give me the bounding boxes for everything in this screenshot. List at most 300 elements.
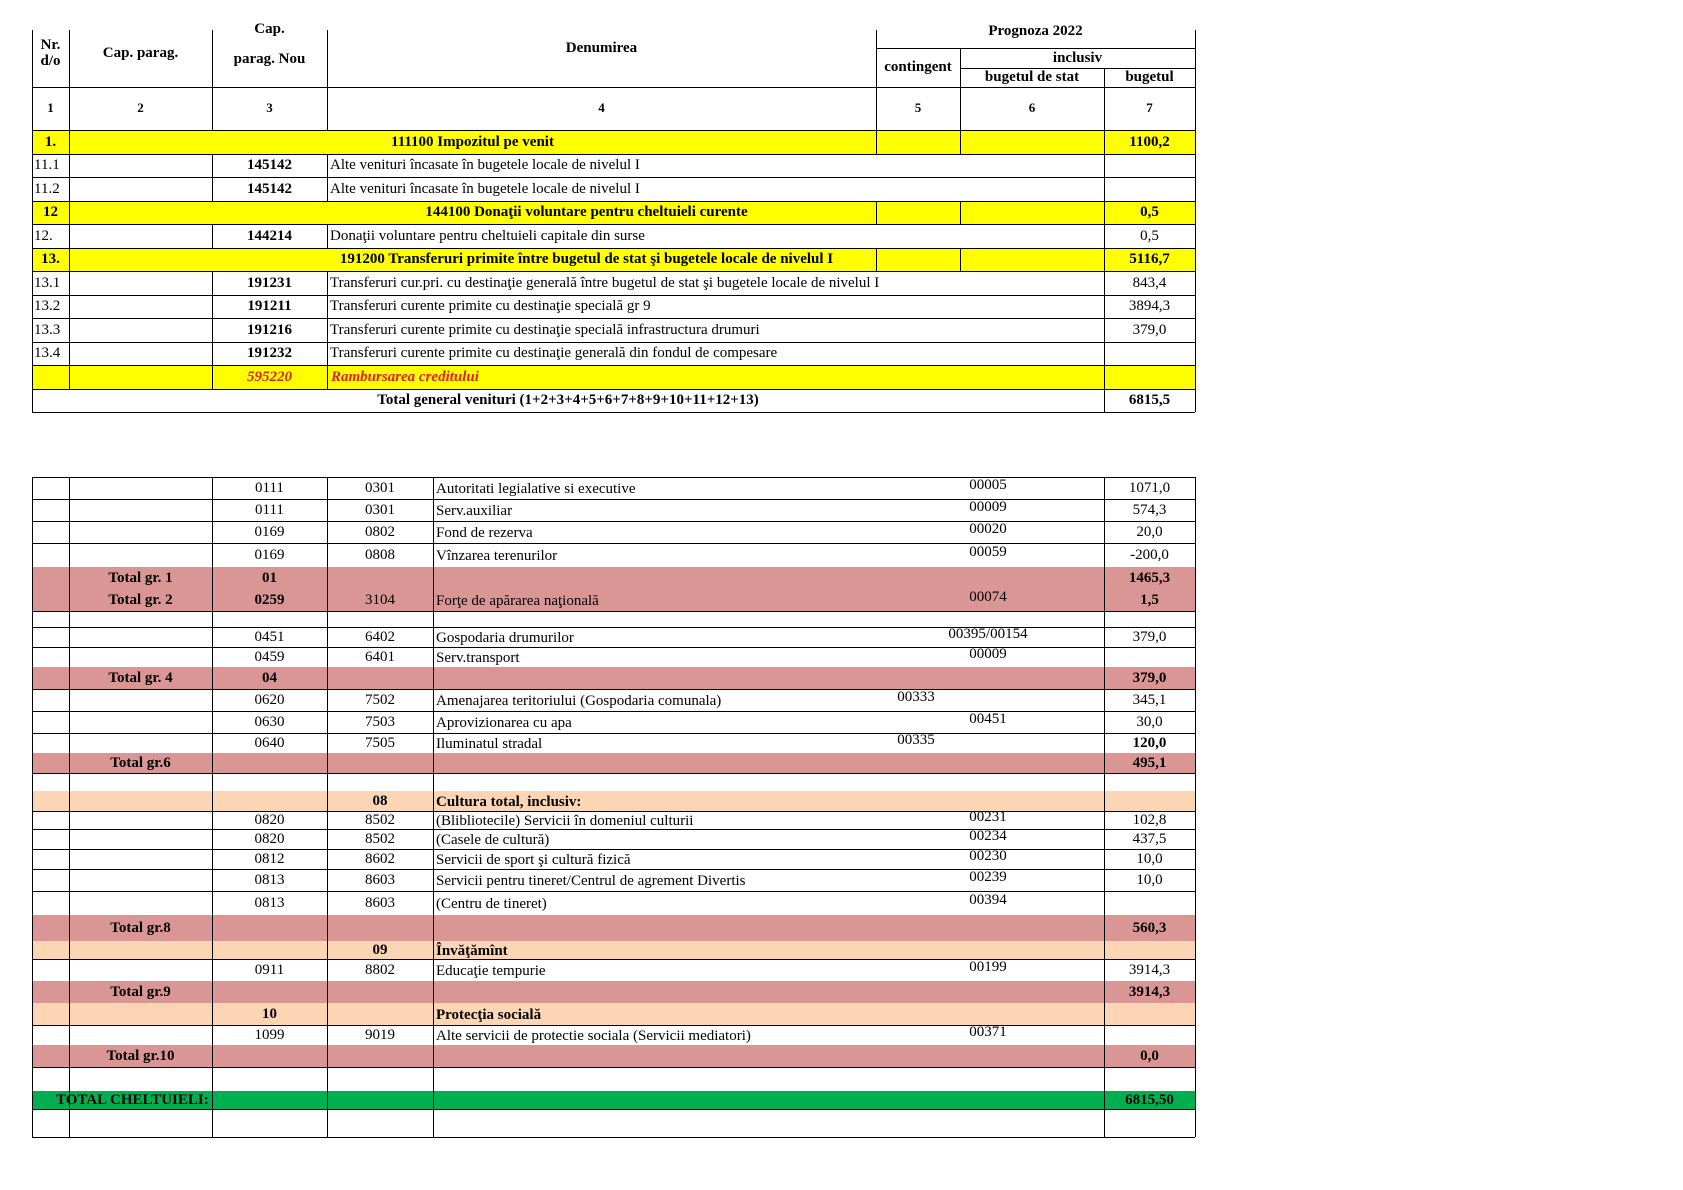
expense-name: (Casele de cultură) — [436, 831, 550, 848]
group-total-label: Total gr. 2 — [108, 591, 173, 608]
row-code: 191231 — [247, 274, 292, 291]
grid-line — [32, 753, 33, 773]
institution-code: 00395/00154 — [948, 625, 1028, 642]
grid-line — [32, 941, 33, 959]
expense-value: 102,8 — [1132, 811, 1167, 828]
grid-line — [433, 1109, 434, 1137]
expense-name: Servicii de sport şi cultură fizică — [436, 851, 631, 868]
header-prognoza: Prognoza 2022 — [988, 22, 1083, 39]
grid-line — [32, 869, 33, 891]
grid-line — [32, 689, 33, 711]
grid-line — [1195, 177, 1196, 201]
grid-line — [1195, 224, 1196, 248]
expense-value: 379,0 — [1132, 628, 1167, 645]
institution-code: 00335 — [897, 731, 935, 748]
grid-line — [433, 959, 434, 981]
grid-line — [32, 981, 33, 1003]
grid-line — [1195, 389, 1196, 413]
paragraph-code: 7505 — [365, 734, 395, 751]
grid-line — [1195, 773, 1196, 791]
grid-line — [32, 295, 33, 319]
grid-line — [32, 1067, 33, 1091]
grid-line — [32, 849, 33, 869]
grid-line — [433, 1091, 434, 1109]
grid-line — [212, 611, 213, 627]
institution-code: 00009 — [969, 645, 1007, 662]
expense-name: Vînzarea terenurilor — [436, 547, 558, 564]
paragraph-code: 3104 — [365, 591, 395, 608]
expense-value: 6815,50 — [1125, 1091, 1174, 1108]
grid-line — [960, 130, 961, 154]
grid-line — [1195, 667, 1196, 689]
grid-line — [69, 295, 70, 319]
grid-line — [1104, 1025, 1105, 1045]
institution-code: 00231 — [969, 808, 1007, 825]
grid-line — [69, 849, 70, 869]
paragraph-code: 6402 — [365, 628, 395, 645]
grid-line — [1195, 477, 1196, 499]
institution-code: 00234 — [969, 827, 1007, 844]
grid-line — [327, 271, 328, 295]
grid-line — [433, 1025, 434, 1045]
grid-line — [69, 941, 70, 959]
paragraph-code: 8502 — [365, 830, 395, 847]
grid-line — [1195, 1109, 1196, 1137]
grid-line — [1104, 1067, 1105, 1091]
grid-line — [32, 1091, 33, 1109]
grid-line — [327, 224, 328, 248]
total-revenue-label: Total general venituri (1+2+3+4+5+6+7+8+9+10+11+12+13) — [377, 392, 759, 408]
grid-line — [327, 611, 328, 627]
grid-line — [69, 1067, 70, 1091]
grid-line — [32, 1109, 33, 1137]
row-number: 13. — [41, 251, 60, 267]
grid-line — [327, 1109, 328, 1137]
grid-line — [1195, 627, 1196, 647]
institution-code: 00059 — [969, 543, 1007, 560]
header-inclusiv: inclusiv — [1052, 49, 1103, 66]
expense-name: Gospodaria drumurilor — [436, 629, 574, 646]
paragraph-code: 8502 — [365, 811, 395, 828]
paragraph-code: 8603 — [365, 871, 395, 888]
institution-code: 00199 — [969, 958, 1007, 975]
grid-line — [212, 1067, 213, 1091]
grid-line — [1195, 567, 1196, 589]
row-title: Transferuri cur.pri. cu destinaţie generală între bugetul de stat şi bugetele locale de nivelul I — [330, 274, 880, 291]
grid-line — [32, 154, 33, 178]
grid-line — [1104, 647, 1105, 667]
grid-line — [32, 1025, 33, 1045]
grid-line — [433, 981, 434, 1003]
chapter-code: 0259 — [254, 591, 285, 608]
expense-value: 1,5 — [1140, 591, 1159, 608]
grid-line — [327, 154, 328, 178]
grid-line — [1104, 891, 1105, 915]
grid-line — [69, 365, 70, 389]
column-number: 7 — [1146, 100, 1153, 116]
grid-line — [1195, 130, 1196, 154]
grid-line — [1195, 154, 1196, 178]
row-number: 12 — [43, 204, 58, 220]
group-title: 144100 Donaţii voluntare pentru cheltuieli curente — [425, 204, 748, 220]
row-title: Donaţii voluntare pentru cheltuieli capitale din surse — [330, 227, 645, 244]
grid-line — [32, 271, 33, 295]
grid-line — [32, 1003, 33, 1025]
grid-line — [69, 154, 70, 178]
grid-line — [32, 627, 33, 647]
grid-line — [32, 959, 33, 981]
chapter-code: 0111 — [255, 501, 284, 518]
expense-name: Autoritati legialative si executive — [436, 480, 636, 497]
grid-line — [1195, 271, 1196, 295]
grid-line — [327, 981, 328, 1003]
grid-line — [327, 342, 328, 366]
institution-code: 00394 — [969, 891, 1007, 908]
paragraph-code: 9019 — [365, 1026, 395, 1043]
institution-code: 00451 — [969, 710, 1007, 727]
grid-line — [1195, 521, 1196, 543]
grid-line — [327, 318, 328, 342]
paragraph-code: 7502 — [365, 691, 395, 708]
expense-name: (Centru de tineret) — [436, 895, 547, 912]
grid-line — [433, 915, 434, 941]
grid-line — [433, 477, 434, 499]
grid-line — [69, 891, 70, 915]
grid-line — [1104, 365, 1105, 389]
grid-line — [1195, 365, 1196, 389]
column-number: 1 — [47, 100, 54, 116]
chapter-code: 0640 — [254, 734, 285, 751]
grid-line — [327, 667, 328, 689]
grid-line — [433, 891, 434, 915]
expense-name: Aprovizionarea cu apa — [436, 714, 572, 731]
row-title: Alte venituri încasate în bugetele locale de nivelul I — [330, 180, 640, 197]
grid-line — [1195, 981, 1196, 1003]
grid-line — [1195, 959, 1196, 981]
grid-line — [433, 689, 434, 711]
expense-name: Fond de rezerva — [436, 524, 533, 541]
expense-value: 10,0 — [1136, 871, 1163, 888]
expense-name: Forţe de apărarea naţională — [436, 592, 599, 609]
row-number: 13.4 — [34, 345, 61, 361]
grid-line — [32, 318, 33, 342]
grid-line — [1104, 1109, 1105, 1137]
grid-line — [212, 915, 213, 941]
chapter-code: 01 — [262, 569, 277, 586]
grid-line — [69, 499, 70, 521]
grid-line — [32, 567, 33, 589]
header-denumirea: Denumirea — [565, 39, 638, 56]
row-code: 191211 — [247, 298, 292, 314]
expense-value: -200,0 — [1130, 546, 1169, 563]
grid-line — [69, 627, 70, 647]
grid-line — [69, 647, 70, 667]
row-value: 0,5 — [1140, 227, 1159, 244]
grid-line — [327, 1045, 328, 1067]
chapter-code: 0813 — [254, 871, 285, 888]
grid-line — [1195, 811, 1196, 829]
group-title: 111100 Impozitul pe venit — [391, 133, 554, 150]
grid-line — [433, 811, 434, 829]
paragraph-code: 8602 — [365, 850, 395, 867]
chapter-code: 0169 — [254, 546, 285, 563]
grid-line — [1195, 611, 1196, 627]
grid-line — [433, 773, 434, 791]
grid-line — [69, 543, 70, 567]
grid-line — [32, 647, 33, 667]
row-number: 13.1 — [34, 274, 61, 291]
chapter-code: 0459 — [254, 648, 285, 665]
grid-line — [1195, 1025, 1196, 1045]
institution-code: 00230 — [969, 847, 1007, 864]
institution-code: 00074 — [969, 588, 1007, 605]
paragraph-code: 0301 — [365, 501, 395, 518]
grid-line — [32, 543, 33, 567]
expense-value: 1465,3 — [1128, 569, 1171, 586]
grid-line — [1195, 499, 1196, 521]
column-number: 6 — [1028, 100, 1036, 116]
grid-line — [1195, 869, 1196, 891]
grid-line — [32, 667, 33, 689]
grid-line — [433, 611, 434, 627]
grid-line — [433, 1045, 434, 1067]
chapter-code: 0169 — [254, 523, 285, 540]
grid-line — [69, 829, 70, 849]
grid-line — [32, 773, 33, 791]
chapter-code: 0111 — [255, 479, 284, 496]
grid-line — [32, 412, 1195, 413]
institution-code: 00333 — [897, 688, 935, 705]
paragraph-code: 0802 — [365, 523, 395, 540]
expense-name: Cultura total, inclusiv: — [436, 793, 582, 810]
grid-line — [212, 773, 213, 791]
grid-line — [1195, 829, 1196, 849]
grid-line — [32, 811, 33, 829]
grid-line — [1195, 891, 1196, 915]
grid-line — [69, 271, 70, 295]
grid-line — [1104, 773, 1105, 791]
grid-line — [433, 941, 434, 959]
expense-value: 560,3 — [1132, 919, 1167, 936]
grid-line — [1104, 611, 1105, 627]
grid-line — [32, 891, 33, 915]
grid-line — [32, 1045, 33, 1067]
grid-line — [1104, 941, 1105, 959]
group-total-label: Total gr.6 — [110, 754, 171, 771]
grid-line — [327, 773, 328, 791]
grid-line — [32, 477, 33, 499]
grid-line — [212, 981, 213, 1003]
grid-line — [212, 791, 213, 811]
grid-line — [69, 177, 70, 201]
grid-line — [327, 915, 328, 941]
expense-value: 574,3 — [1132, 501, 1167, 518]
grid-line — [69, 477, 70, 499]
grid-line — [1195, 915, 1196, 941]
row-value — [1104, 342, 1195, 366]
row-code: 144214 — [247, 227, 292, 244]
grid-line — [69, 733, 70, 753]
chapter-code: 04 — [262, 669, 277, 686]
grid-line — [69, 689, 70, 711]
row-value: 3894,3 — [1128, 298, 1171, 314]
row-number: 11.1 — [34, 157, 60, 173]
grid-line — [433, 849, 434, 869]
institution-code: 00005 — [969, 476, 1007, 493]
group-total-label: Total gr.10 — [106, 1047, 175, 1064]
grid-line — [32, 589, 33, 611]
row-value — [1104, 177, 1195, 201]
header-nr: Nr. d/o — [40, 36, 61, 69]
grid-line — [433, 567, 434, 589]
paragraph-code: 0301 — [365, 479, 395, 496]
group-total-label: TOTAL CHELTUIELI: — [56, 1091, 209, 1108]
grid-line — [1195, 87, 1196, 130]
grid-line — [32, 342, 33, 366]
grid-line — [212, 941, 213, 959]
grid-line — [69, 1109, 70, 1137]
row-title: Transferuri curente primite cu destinaţie specială infrastructura drumuri — [330, 321, 760, 338]
chapter-code: 0630 — [254, 713, 285, 730]
grid-line — [32, 1067, 1195, 1068]
column-number: 4 — [598, 100, 605, 116]
header-bugetul-de-stat: bugetul de stat — [984, 69, 1080, 86]
paragraph-code: 0808 — [365, 546, 395, 563]
grid-line — [1104, 1003, 1105, 1025]
paragraph-code: 08 — [372, 792, 388, 809]
row-number: 11.2 — [34, 180, 60, 197]
group-total-label: Total gr.9 — [110, 983, 171, 1000]
grid-line — [69, 1025, 70, 1045]
credit-title: Rambursarea creditului — [331, 368, 479, 385]
grid-line — [433, 543, 434, 567]
institution-code: 00239 — [969, 868, 1007, 885]
expense-value: 120,0 — [1132, 734, 1167, 751]
grid-line — [433, 829, 434, 849]
grid-line — [32, 224, 33, 248]
grid-line — [212, 1045, 213, 1067]
grid-line — [433, 791, 434, 811]
header-cap-parag: Cap. parag. — [102, 44, 179, 61]
institution-code: 00371 — [969, 1023, 1007, 1040]
column-number: 3 — [266, 100, 273, 116]
grid-line — [433, 667, 434, 689]
grid-line — [69, 1003, 70, 1025]
grid-line — [327, 177, 328, 201]
expense-name: Învăţămînt — [436, 942, 508, 959]
group-value: 1100,2 — [1129, 133, 1170, 150]
row-code: 145142 — [247, 180, 292, 197]
chapter-code: 0620 — [254, 691, 285, 708]
expense-value: 495,1 — [1132, 754, 1167, 771]
grid-line — [32, 711, 33, 733]
grid-line — [327, 1091, 328, 1109]
grid-line — [32, 773, 1195, 774]
chapter-code: 10 — [262, 1005, 277, 1022]
row-code: 145142 — [247, 157, 292, 173]
grid-line — [1195, 1067, 1196, 1091]
paragraph-code: 6401 — [365, 648, 395, 665]
grid-line — [327, 295, 328, 319]
expense-name: Serv.auxiliar — [436, 502, 513, 519]
paragraph-code: 7503 — [365, 713, 395, 730]
expense-value: 30,0 — [1136, 713, 1163, 730]
grid-line — [212, 1109, 213, 1137]
grid-line — [32, 521, 33, 543]
grid-line — [1195, 689, 1196, 711]
grid-line — [1195, 318, 1196, 342]
grid-line — [1195, 1003, 1196, 1025]
row-code: 191216 — [247, 321, 292, 338]
grid-line — [327, 1003, 328, 1025]
grid-line — [69, 611, 70, 627]
grid-line — [327, 1067, 328, 1091]
grid-line — [69, 521, 70, 543]
grid-line — [327, 567, 328, 589]
grid-line — [433, 1067, 434, 1091]
row-value: 379,0 — [1132, 321, 1167, 338]
grid-line — [69, 318, 70, 342]
grid-line — [433, 1003, 434, 1025]
expense-value: 379,0 — [1132, 669, 1167, 686]
grid-line — [32, 829, 33, 849]
expense-name: Serv.transport — [436, 649, 520, 666]
header-bugetul: bugetul — [1125, 69, 1174, 86]
grid-line — [1195, 1091, 1196, 1109]
grid-line — [32, 499, 33, 521]
grid-line — [69, 773, 70, 791]
row-number: 12. — [34, 227, 53, 244]
grid-line — [32, 1109, 1195, 1110]
grid-line — [32, 915, 33, 941]
grid-line — [433, 589, 434, 611]
header-contingent: contingent — [884, 59, 952, 76]
expense-name: Educaţie tempurie — [436, 962, 546, 979]
group-total-label: Total gr. 4 — [108, 669, 173, 686]
grid-line — [32, 733, 33, 753]
expense-value: 10,0 — [1136, 850, 1163, 867]
expense-value: 3914,3 — [1128, 961, 1171, 978]
grid-line — [433, 647, 434, 667]
chapter-code: 0451 — [254, 628, 285, 645]
group-total-label: Total gr. 1 — [108, 569, 173, 586]
grid-line — [1104, 791, 1105, 811]
grid-line — [876, 130, 877, 154]
grid-line — [69, 811, 70, 829]
grid-line — [327, 365, 328, 389]
grid-line — [1195, 753, 1196, 773]
grid-line — [1195, 711, 1196, 733]
expense-name: Amenajarea teritoriului (Gospodaria comunala) — [436, 692, 722, 709]
paragraph-code: 09 — [372, 941, 388, 958]
grid-line — [1195, 647, 1196, 667]
grid-line — [69, 224, 70, 248]
grid-line — [1195, 849, 1196, 869]
row-value: 843,4 — [1132, 274, 1167, 291]
row-number: 13.3 — [34, 321, 61, 338]
expense-name: Iluminatul stradal — [436, 735, 543, 752]
grid-line — [212, 753, 213, 773]
expense-name: Protecţia socială — [436, 1006, 542, 1023]
grid-line — [1195, 733, 1196, 753]
expense-name: Servicii pentru tineret/Centrul de agrement Divertis — [436, 872, 746, 889]
grid-line — [1195, 791, 1196, 811]
grid-line — [433, 711, 434, 733]
expense-value: 437,5 — [1132, 830, 1167, 847]
grid-line — [32, 1137, 1195, 1138]
grid-line — [32, 177, 33, 201]
paragraph-code: 8603 — [365, 894, 395, 911]
